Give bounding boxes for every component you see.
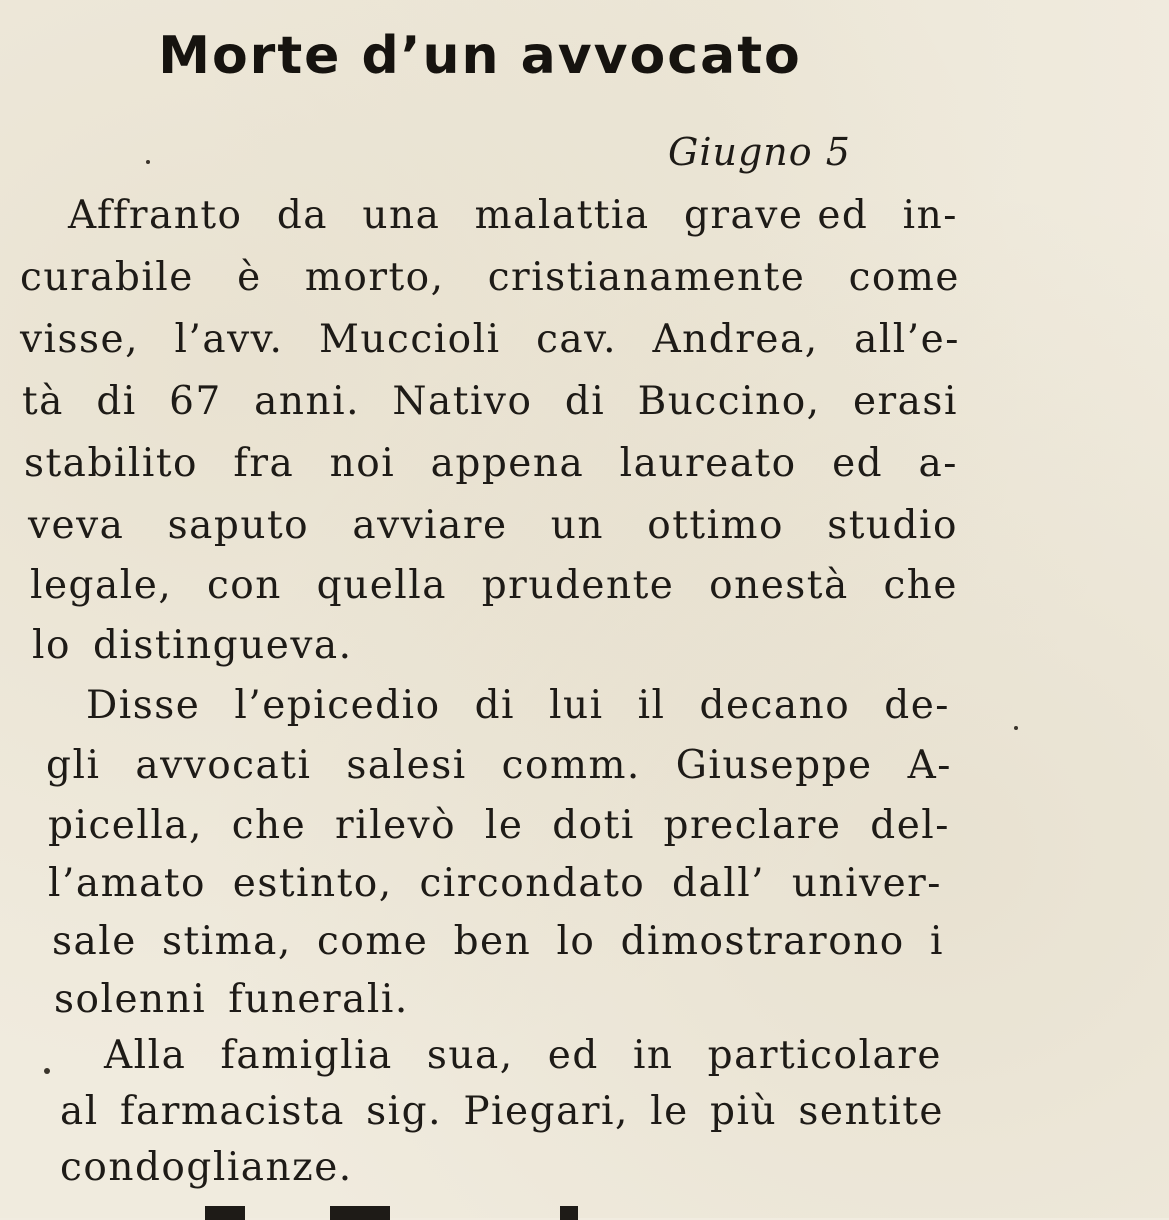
article-title: Morte d’un avvocato [158, 26, 802, 86]
word: del- [870, 803, 950, 848]
word: come [317, 919, 429, 964]
text-line [52, 919, 944, 964]
word: morto, [304, 255, 445, 300]
word: che [883, 563, 958, 608]
word: rilevò [334, 803, 457, 848]
word: curabile [20, 255, 194, 300]
word: sig. [366, 1089, 443, 1134]
word: visse, [20, 317, 140, 362]
word: il [637, 683, 666, 728]
text-line [20, 255, 960, 300]
word: A- [907, 743, 952, 788]
word: grave ed [683, 193, 869, 238]
word: tà [22, 379, 64, 424]
word: in [632, 1033, 674, 1078]
text-line [32, 623, 380, 668]
word: anni. [254, 379, 361, 424]
word: preclare [663, 803, 842, 848]
word: cristianamente [487, 255, 806, 300]
word: distingueva. [92, 623, 353, 668]
word: lui [549, 683, 604, 728]
word: al [60, 1089, 99, 1134]
word: un [550, 503, 605, 548]
text-line [48, 803, 950, 848]
word: malattia [474, 193, 650, 238]
word: onestà [709, 563, 849, 608]
word: è [237, 255, 262, 300]
text-line [22, 379, 958, 424]
text-line [48, 861, 942, 906]
word: Alla [104, 1033, 187, 1078]
word: comm. [501, 743, 641, 788]
word: a- [918, 441, 958, 486]
word: ben [453, 919, 532, 964]
word: avviare [352, 503, 508, 548]
word: farmacista [120, 1089, 345, 1134]
word: più [710, 1089, 778, 1134]
word: studio [827, 503, 958, 548]
word: una [362, 193, 441, 238]
word: in- [902, 193, 958, 238]
text-line [60, 1089, 944, 1134]
word: sua, [426, 1033, 514, 1078]
word: condoglianze. [60, 1145, 353, 1190]
word: ottimo [647, 503, 785, 548]
word: i [929, 919, 944, 964]
print-speck [44, 1068, 50, 1074]
text-line [24, 441, 958, 486]
word: legale, [30, 563, 173, 608]
word: appena [430, 441, 585, 486]
text-line [28, 503, 958, 548]
word: l’avv. [174, 317, 284, 362]
word: sale [52, 919, 137, 964]
word: salesi [346, 743, 467, 788]
text-line [20, 317, 960, 362]
word: noi [329, 441, 396, 486]
word: Affranto [68, 193, 243, 238]
text-line [46, 743, 952, 788]
word: funerali. [228, 977, 409, 1022]
word: di [474, 683, 516, 728]
word: di [96, 379, 137, 424]
word: univer- [791, 861, 942, 906]
word: famiglia [220, 1033, 393, 1078]
word: le [650, 1089, 689, 1134]
word: stima, [162, 919, 292, 964]
word: l’epicedio [234, 683, 441, 728]
word: le [484, 803, 524, 848]
print-speck [146, 160, 150, 164]
word: prudente [481, 563, 675, 608]
word: quella [316, 563, 447, 608]
word: Buccino, [637, 379, 821, 424]
word: con [206, 563, 282, 608]
word: Disse [86, 683, 201, 728]
word: ed [832, 441, 884, 486]
word: di [564, 379, 606, 424]
word: fra [233, 441, 295, 486]
word: come [848, 255, 960, 300]
word: estinto, [232, 861, 393, 906]
word: dimostrarono [620, 919, 905, 964]
article-date: Giugno 5 [668, 130, 851, 174]
text-line [54, 977, 430, 1022]
word: lo [32, 623, 71, 668]
word: gli [46, 743, 101, 788]
word: dall’ [672, 861, 766, 906]
word: da [276, 193, 329, 238]
word: Nativo [392, 379, 533, 424]
word: ed [547, 1033, 599, 1078]
text-line [60, 1145, 400, 1190]
word: veva [28, 503, 125, 548]
word: l’amato [48, 861, 207, 906]
word: decano [699, 683, 851, 728]
word: all’e- [854, 317, 960, 362]
word: 67 [169, 379, 222, 424]
text-line [68, 193, 958, 238]
word: saputo [167, 503, 310, 548]
word: Giuseppe [675, 743, 873, 788]
word: sentite [798, 1089, 944, 1134]
word: solenni [54, 977, 207, 1022]
text-line [86, 683, 950, 728]
word: particolare [707, 1033, 942, 1078]
word: erasi [852, 379, 958, 424]
word: stabilito [24, 441, 198, 486]
word: circondato [419, 861, 646, 906]
word: laureato [619, 441, 797, 486]
word: avvocati [135, 743, 312, 788]
word: cav. [536, 317, 617, 362]
word: lo [556, 919, 596, 964]
text-line [104, 1033, 942, 1078]
word: doti [552, 803, 635, 848]
print-speck [1014, 726, 1018, 730]
word: de- [884, 683, 950, 728]
text-line [30, 563, 958, 608]
word: picella, [48, 803, 203, 848]
word: che [231, 803, 307, 848]
word: Piegari, [463, 1089, 629, 1134]
word: Andrea, [652, 317, 819, 362]
word: Muccioli [318, 317, 501, 362]
